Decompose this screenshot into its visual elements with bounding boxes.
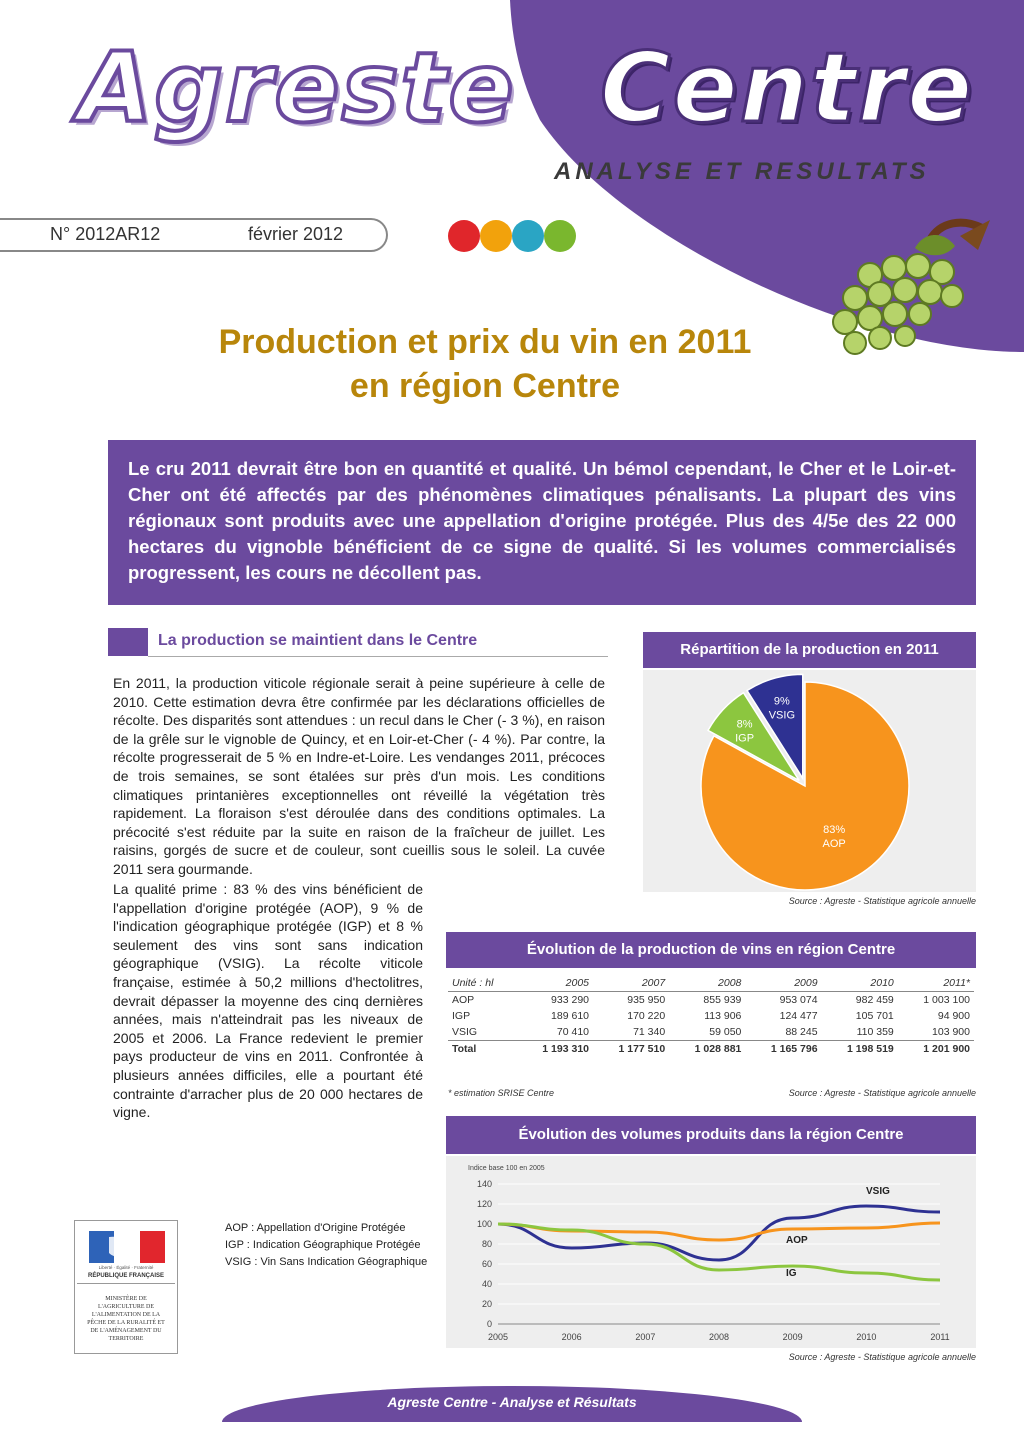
table-cell: 935 950: [627, 994, 666, 1006]
line-chart-title: Évolution des volumes produits dans la région Centre: [446, 1116, 976, 1154]
table-row: [448, 992, 974, 1009]
title-line-1: Production et prix du vin en 2011: [218, 323, 752, 361]
ministry-logo: [74, 1220, 178, 1354]
table-cell: 70 410: [556, 1026, 590, 1038]
y-tick-label: 40: [481, 1279, 492, 1289]
table-col-header: 2010: [822, 975, 898, 992]
table-cell: 933 290: [551, 994, 590, 1006]
table-row-label: VSIG: [452, 1026, 478, 1038]
table-cell: 1 201 900: [898, 1041, 974, 1058]
table-col-header: 2008: [669, 975, 745, 992]
x-tick-label: 2006: [561, 1332, 582, 1342]
table-total-row: [448, 1041, 974, 1058]
line-chart: [446, 1156, 976, 1348]
y-tick-label: 140: [476, 1179, 492, 1189]
color-dot-blue: [512, 220, 544, 252]
pie-percent-label: 8%: [736, 718, 753, 731]
color-dot-orange: [480, 220, 512, 252]
series-label: VSIG: [866, 1186, 890, 1197]
ministry-divider: [77, 1283, 175, 1284]
pie-category-label: VSIG: [768, 709, 796, 722]
series-line-vsig: [498, 1206, 940, 1260]
table-unit-label: Unité : hl: [448, 975, 517, 992]
section-rule: [148, 656, 608, 657]
table-cell: 170 220: [627, 1010, 666, 1022]
title-line-2: en région Centre: [349, 367, 621, 405]
ministry-name: MINISTÈRE DE L'AGRICULTURE DE L'ALIMENTATION DE LA PÊCHE DE LA RURALITÉ ET DE L'AMÉNAGEMENT DU TERRITOIRE: [87, 1296, 165, 1342]
table-title: Évolution de la production de vins en région Centre: [446, 932, 976, 968]
production-table: [448, 975, 974, 1057]
section-title: La production se maintient dans le Centre: [158, 632, 478, 649]
table-cell: 1 003 100: [923, 994, 970, 1006]
footer-text: Agreste Centre - Analyse et Résultats: [387, 1394, 637, 1410]
table-col-header: 2005: [517, 975, 593, 992]
x-tick-label: 2008: [708, 1332, 730, 1342]
x-tick-label: 2011: [930, 1332, 950, 1342]
line-chart-source: Source : Agreste - Statistique agricole annuelle: [788, 1352, 976, 1362]
section-marker: [108, 628, 148, 656]
ministry-motto: Liberté · Égalité · Fraternité: [98, 1265, 154, 1270]
color-dot-green: [544, 220, 576, 252]
x-tick-label: 2005: [487, 1332, 509, 1342]
body-paragraph-narrow: La qualité prime : 83 % des vins bénéficient de l'appellation d'origine protégée (AOP), 9 % de l'indication géographique protégée (IGP) et 8 % seulement des vins sont sans indication géographique (VSIG). La récolte viticole française, estimée à 50,2 millions d'hectolitres, devrait dépasser la moyenne des cinq dernières années, mais n'atteindrait pas les niveaux de 2005 et 2006. La France redevient le premier pays producteur de vins en 2011. Confrontée à plusieurs années difficiles, elle a pourtant été contrainte d'arracher plus de 20 000 hectares de vigne.: [113, 881, 423, 1121]
logo-centre: Centre: [600, 32, 975, 144]
table-cell: 110 359: [856, 1026, 894, 1038]
table-cell: 88 245: [785, 1026, 818, 1038]
logo-agreste: Agreste: [78, 32, 516, 144]
pie-chart-title: Répartition de la production en 2011: [643, 632, 976, 668]
series-line-ig: [498, 1224, 940, 1280]
table-row-label: Total: [448, 1041, 517, 1058]
table-row: [448, 1024, 974, 1041]
x-tick-label: 2010: [856, 1332, 877, 1342]
pie-percent-label: 83%: [823, 824, 846, 837]
pie-percent-label: 9%: [773, 695, 790, 708]
pie-chart-source: Source : Agreste - Statistique agricole annuelle: [788, 896, 976, 906]
y-tick-label: 20: [481, 1299, 492, 1309]
page-title: [90, 320, 880, 408]
abbreviation-legend: [225, 1220, 427, 1271]
y-tick-label: 60: [481, 1259, 492, 1269]
publication-subtitle: ANALYSE ET RESULTATS: [554, 158, 930, 185]
ministry-republic: RÉPUBLIQUE FRANÇAISE: [87, 1273, 164, 1279]
table-cell: 124 477: [779, 1010, 818, 1022]
y-tick-label: 80: [481, 1239, 492, 1249]
y-tick-label: 120: [476, 1199, 492, 1209]
table-cell: 1 177 510: [593, 1041, 669, 1058]
legend-line: VSIG : Vin Sans Indication Géographique: [225, 1256, 428, 1268]
y-tick-label: 0: [486, 1319, 492, 1329]
table-row-label: AOP: [452, 994, 475, 1006]
table-cell: 105 701: [855, 1010, 894, 1022]
table-cell: 113 906: [704, 1010, 742, 1022]
table-row: [448, 1008, 974, 1024]
body-paragraph-full: En 2011, la production viticole régionale serait à peine supérieure à celle de 2010. Cette estimation devra être confirmée par les déclarations officielles de récolte. Des disparités sont attendues : un recul dans le Cher (- 3 %), en raison de la grêle sur le vignoble de Quincy, et en Loir-et-Cher (- 4 %). Par contre, la récolte progresserait de 5 % en Indre-et-Loire. Les vendanges 2011, précoces de trois semaines, se sont étalées sur près d'un mois. Les conditions climatiques printanières exceptionnelles ont réveillé la végétation très rapidement. La floraison s'est déroulée dans des conditions optimales. La précocité s'est réduite par la suite en raison de la fraîcheur de juillet. Les raisins, gorgés de sucre et de couleur, sont cueillis sous le soleil. La cuvée 2011 sera gourmande.: [113, 675, 605, 877]
table-col-header: 2009: [745, 975, 821, 992]
table-source: Source : Agreste - Statistique agricole annuelle: [788, 1088, 976, 1098]
pie-category-label: AOP: [822, 838, 846, 851]
legend-line: IGP : Indication Géographique Protégée: [225, 1239, 421, 1251]
table-note: * estimation SRISE Centre: [448, 1088, 555, 1098]
y-tick-label: 100: [476, 1219, 492, 1229]
series-label: IG: [786, 1268, 797, 1279]
series-label: AOP: [786, 1235, 808, 1246]
table-col-header: 2011*: [898, 975, 974, 992]
issue-date: février 2012: [248, 224, 344, 244]
intro-box: Le cru 2011 devrait être bon en quantité et qualité. Un bémol cependant, le Cher et le Loir-et-Cher ont été affectés par des phénomènes climatiques pénalisants. La plupart des vins régionaux sont produits avec une appellation d'origine protégée. Plus des 4/5e des 22 000 hectares du vignoble bénéficient de ce signe de qualité. Si les volumes commercialisés progressent, les cours ne décollent pas.: [108, 440, 976, 605]
table-cell: 1 165 796: [745, 1041, 821, 1058]
table-cell: 855 939: [703, 994, 742, 1006]
x-tick-label: 2009: [782, 1332, 803, 1342]
table-row-label: IGP: [452, 1010, 471, 1022]
table-cell: 953 074: [779, 994, 818, 1006]
table-cell: 59 050: [709, 1026, 742, 1038]
table-cell: 189 610: [551, 1010, 590, 1022]
table-header-row: [448, 975, 974, 992]
color-dot-red: [448, 220, 480, 252]
table-cell: 1 198 519: [822, 1041, 898, 1058]
table-cell: 1 193 310: [517, 1041, 593, 1058]
legend-line: AOP : Appellation d'Origine Protégée: [225, 1222, 406, 1234]
series-line-aop: [498, 1223, 940, 1240]
table-col-header: 2007: [593, 975, 669, 992]
y-axis-label: Indice base 100 en 2005: [468, 1165, 545, 1172]
x-tick-label: 2007: [635, 1332, 656, 1342]
table-cell: 103 900: [932, 1026, 970, 1038]
table-cell: 94 900: [937, 1010, 970, 1022]
pie-category-label: IGP: [735, 732, 755, 745]
table-cell: 71 340: [633, 1026, 666, 1038]
table-cell: 982 459: [855, 994, 894, 1006]
pie-chart: [643, 670, 976, 892]
issue-number: N° 2012AR12: [50, 224, 161, 244]
table-cell: 1 028 881: [669, 1041, 745, 1058]
marianne-flag-icon: [89, 1231, 165, 1263]
